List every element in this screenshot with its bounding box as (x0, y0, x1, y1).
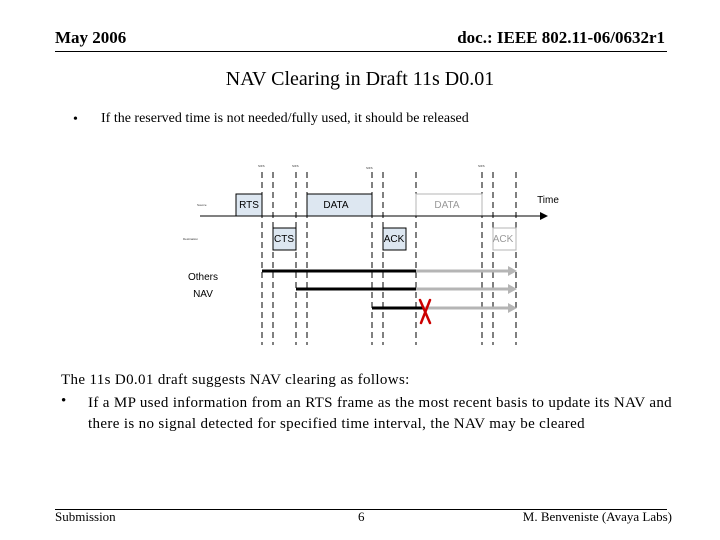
sifs-label: SIFS (292, 164, 299, 168)
time-arrow-icon (540, 212, 548, 220)
sifs-label: SIFS (366, 166, 373, 170)
footer-submission: Submission (55, 509, 116, 524)
nav-label: NAV (193, 289, 213, 300)
data-label-released: DATA (434, 200, 460, 211)
body-bullet-marker: • (61, 393, 67, 409)
slide-title: NAV Clearing in Draft 11s D0.01 (225, 68, 495, 90)
destination-label: Destination (183, 237, 199, 241)
page-number: 6 (358, 509, 365, 524)
ack-label: ACK (383, 234, 405, 245)
header-date: May 2006 (55, 28, 127, 47)
cancel-x-icon (420, 300, 430, 323)
bullet-marker: • (73, 112, 78, 127)
body-lead: The 11s D0.01 draft suggests NAV clearing as follows: (61, 372, 410, 388)
footer-author: M. Benveniste (Avaya Labs) (522, 509, 672, 524)
source-label: Source (197, 203, 207, 207)
data-label: DATA (323, 200, 349, 211)
others-label: Others (187, 272, 219, 283)
body-bullet-text: If a MP used information from an RTS frame as the most recent basis to update its NAV and there is no signal detected for specified time interval, the NAV may be cleared (88, 395, 673, 432)
nav-bars (262, 266, 517, 313)
header-doc-id: doc.: IEEE 802.11-06/0632r1 (457, 28, 665, 47)
rts-label: RTS (239, 200, 259, 211)
bullet-text: If the reserved time is not needed/fully used, it should be released (101, 111, 469, 126)
sifs-label: SIFS (258, 164, 265, 168)
time-label: Time (537, 195, 559, 206)
cts-label: CTS (274, 234, 294, 245)
sifs-label: SIFS (478, 164, 485, 168)
ack-label-released: ACK (492, 234, 514, 245)
